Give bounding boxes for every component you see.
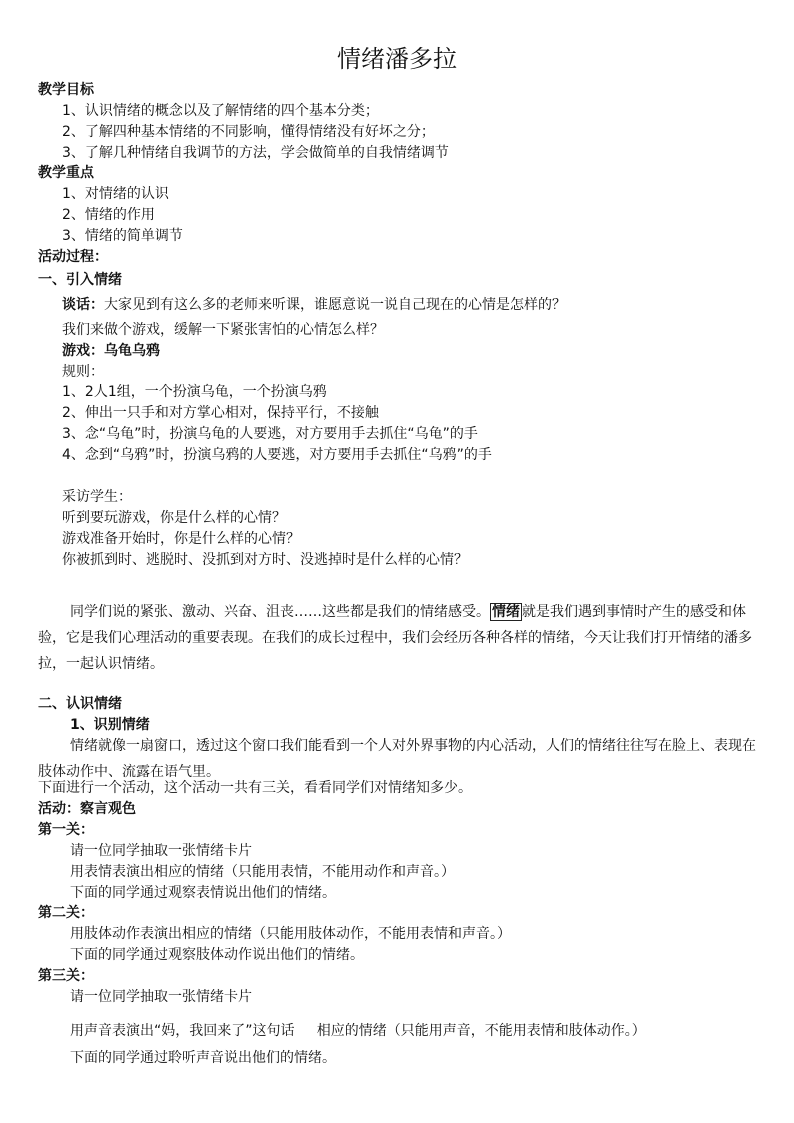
level1-label: 第一关： bbox=[38, 822, 94, 838]
activity-title: 活动：察言观色 bbox=[38, 801, 136, 817]
level3-label: 第三关： bbox=[38, 968, 94, 984]
intro-paragraph: 情绪就像一扇窗口，透过这个窗口我们能看到一个人对外界事物的内心活动，人们的情绪往往写在脸上、表现在肢体动作中、流露在语气里。 bbox=[38, 738, 756, 780]
rules-label: 规则： bbox=[62, 364, 104, 380]
level3-line: 用声音表演出“妈，我回来了”这句话 相应的情绪（只能用声音，不能用表情和肢体动作。） bbox=[70, 1023, 646, 1039]
summary-text: 同学们说的紧张、激动、兴奋、沮丧……这些都是我们的情绪感受。 bbox=[70, 604, 490, 620]
goal-item: 3、了解几种情绪自我调节的方法，学会做简单的自我情绪调节 bbox=[62, 145, 449, 161]
summary-paragraph bbox=[38, 599, 758, 677]
interview-label: 采访学生： bbox=[62, 489, 132, 505]
game-title: 游戏：乌龟乌鸦 bbox=[62, 343, 160, 359]
rule-item: 1、2人1组，一个扮演乌龟，一个扮演乌鸦 bbox=[62, 384, 327, 400]
focus-item: 1、对情绪的认识 bbox=[62, 186, 169, 202]
question-item: 游戏准备开始时，你是什么样的心情？ bbox=[62, 531, 300, 547]
level2-label: 第二关： bbox=[38, 905, 94, 921]
level1-line: 下面的同学通过观察表情说出他们的情绪。 bbox=[70, 885, 336, 901]
game-intro: 我们来做个游戏，缓解一下紧张害怕的心情怎么样？ bbox=[62, 322, 384, 338]
level2-line: 下面的同学通过观察肢体动作说出他们的情绪。 bbox=[70, 947, 364, 963]
section1-heading: 一、引入情绪 bbox=[38, 272, 122, 288]
emotion-term: 情绪 bbox=[492, 604, 520, 620]
level3-line: 请一位同学抽取一张情绪卡片 bbox=[70, 989, 252, 1005]
section2-heading: 二、认识情绪 bbox=[38, 696, 122, 712]
rule-item: 4、念到“乌鸦”时，扮演乌鸦的人要逃，对方要用手去抓住“乌鸦”的手 bbox=[62, 447, 492, 463]
talk-text: 大家见到有这么多的老师来听课，谁愿意说一说自己现在的心情是怎样的？ bbox=[104, 297, 566, 313]
level3-line: 下面的同学通过聆听声音说出他们的情绪。 bbox=[70, 1050, 336, 1066]
goal-item: 2、了解四种基本情绪的不同影响，懂得情绪没有好坏之分； bbox=[62, 124, 435, 140]
rule-item: 2、伸出一只手和对方掌心相对，保持平行，不接触 bbox=[62, 405, 379, 421]
focus-item: 3、情绪的简单调节 bbox=[62, 228, 183, 244]
process-heading: 活动过程： bbox=[38, 249, 108, 265]
level1-line: 请一位同学抽取一张情绪卡片 bbox=[70, 843, 252, 859]
talk-line bbox=[62, 295, 566, 315]
question-item: 听到要玩游戏，你是什么样的心情？ bbox=[62, 510, 286, 526]
subsection-heading: 1、识别情绪 bbox=[70, 717, 150, 733]
activity-intro: 下面进行一个活动，这个活动一共有三关，看看同学们对情绪知多少。 bbox=[38, 780, 472, 796]
summary-text: 就是我们遇到事情时产生的感受和体验，它是我们心理活动的重要表现。在我们的成长过程中，我们会经历各种各样的情绪，今天让我们打开情绪的潘多拉，一起认识情绪。 bbox=[38, 604, 752, 672]
page-title: 情绪潘多拉 bbox=[337, 45, 457, 73]
level2-line: 用肢体动作表演出相应的情绪（只能用肢体动作，不能用表情和声音。） bbox=[70, 926, 511, 942]
question-item: 你被抓到时、逃脱时、没抓到对方时、没逃掉时是什么样的心情？ bbox=[62, 552, 468, 568]
level1-line: 用表情表演出相应的情绪（只能用表情，不能用动作和声音。） bbox=[70, 864, 455, 880]
rule-item: 3、念“乌龟”时，扮演乌龟的人要逃，对方要用手去抓住“乌龟”的手 bbox=[62, 426, 478, 442]
goal-item: 1、认识情绪的概念以及了解情绪的四个基本分类； bbox=[62, 103, 379, 119]
goals-heading: 教学目标 bbox=[38, 82, 94, 98]
focus-heading: 教学重点 bbox=[38, 165, 94, 181]
talk-label: 谈话： bbox=[62, 297, 104, 313]
focus-item: 2、情绪的作用 bbox=[62, 207, 155, 223]
